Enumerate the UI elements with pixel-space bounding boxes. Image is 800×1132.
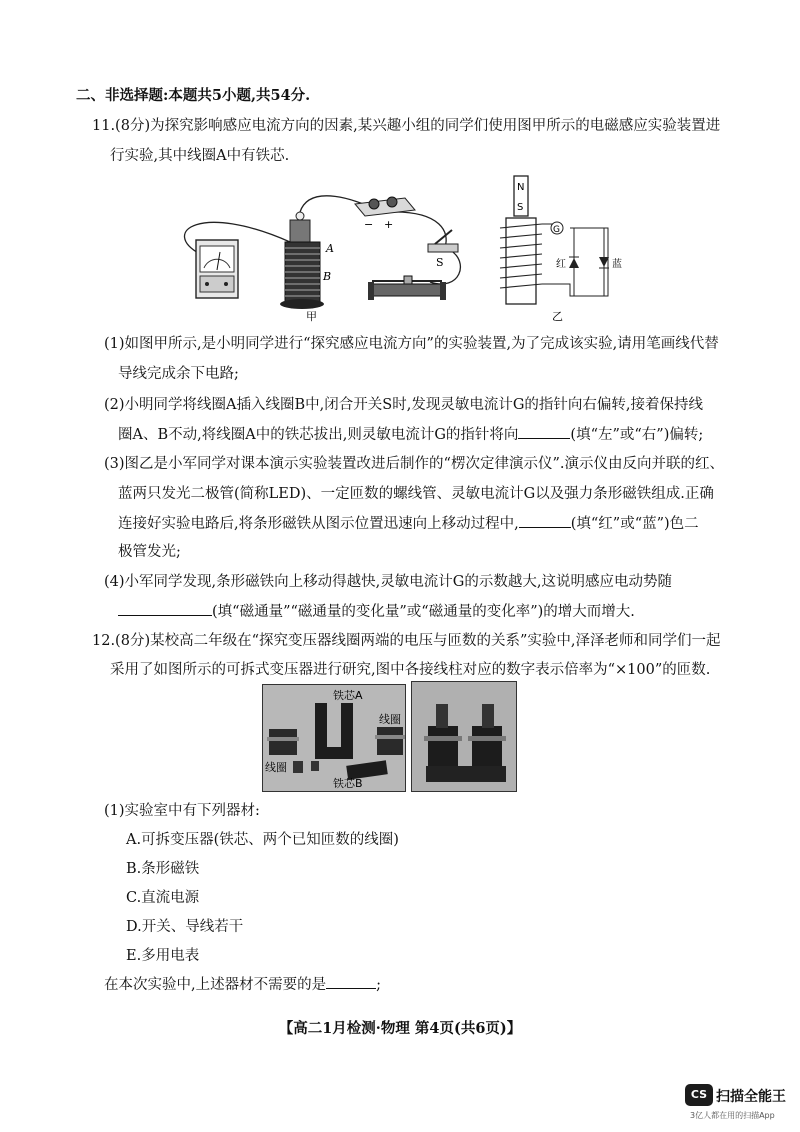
q12-option-e: E.多用电表 (126, 948, 200, 964)
q11-p3-line3 (118, 513, 699, 534)
q12-stem-line2: 采用了如图所示的可拆式变压器进行研究,图中各接线柱对应的数字表示倍率为“×100”的匝数. (110, 662, 711, 678)
q12-ask (104, 974, 381, 995)
q11-p2-line1: (2)小明同学将线圈A插入线圈B中,闭合开关S时,发现灵敏电流计G的指针向右偏转,接着保持线 (104, 397, 704, 413)
q12-option-d: D.开关、导线若干 (126, 919, 244, 935)
q11-p1-line1: (1)如图甲所示,是小明同学进行“探究感应电流方向”的实验装置,为了完成该实验,请用笔画线代替 (104, 336, 719, 352)
q12-p1: (1)实验室中有下列器材: (104, 803, 260, 819)
q11-stem-line1: 11.(8分)为探究影响感应电流方向的因素,某兴趣小组的同学们使用图甲所示的电磁感应实验装置进 (92, 118, 721, 134)
q12-ask-end: ; (376, 977, 381, 993)
battery-plus: + (384, 218, 394, 231)
wire-switch-rheostat (430, 250, 460, 284)
q11-p2-text-b: (填“左”或“右”)偏转; (570, 427, 704, 443)
q12-option-a: A.可拆变压器(铁芯、两个已知匝数的线圈) (126, 832, 399, 848)
q11-figure (160, 172, 650, 322)
led-blue-label: 蓝 (612, 259, 622, 270)
q11-p3-line2: 蓝两只发光二极管(简称LED)、一定匝数的螺线管、灵敏电流计G以及强力条形磁铁组成.正确 (118, 486, 714, 502)
q12-answer-blank[interactable] (326, 974, 376, 989)
assembled-transformer-photo (411, 681, 517, 792)
q12-option-c: C.直流电源 (126, 890, 200, 906)
coil-icon (280, 212, 324, 309)
photo-label-core-a: 铁芯A (333, 689, 363, 702)
q11-p3-text-b: (填“红”或“蓝”)色二 (570, 516, 699, 532)
q12-ask-text: 在本次实验中,上述器材不需要的是 (104, 977, 327, 993)
label-coil-b: B (323, 270, 332, 283)
led-red-label: 红 (556, 259, 566, 270)
photo-label-coil-right: 线圈 (379, 713, 401, 726)
galv-label: G (553, 225, 560, 235)
battery-minus: − (364, 218, 374, 231)
q11-p4-answer-blank[interactable] (118, 601, 212, 616)
q11-p3-text-a: 连接好实验电路后,将条形磁铁从图示位置迅速向上移动过程中, (118, 516, 519, 532)
q11-p3-line1: (3)图乙是小军同学对课本演示实验装置改进后制作的“楞次定律演示仪”.演示仪由反向并联的红、 (104, 456, 724, 472)
q12-option-b: B.条形磁铁 (126, 861, 200, 877)
caption-jia: 甲 (306, 310, 317, 322)
q11-p3-line4: 极管发光; (118, 544, 181, 560)
magnet-s-label: S (517, 202, 524, 213)
section-title: 二、非选择题:本题共5小题,共54分. (76, 87, 311, 104)
q11-p4-line2 (118, 601, 635, 622)
magnet-n-label: N (517, 182, 525, 193)
galvanometer-icon (196, 240, 238, 298)
q11-p3-answer-blank[interactable] (519, 513, 571, 528)
q11-p2-answer-blank[interactable] (518, 424, 570, 439)
camscanner-logo: CS (685, 1084, 713, 1106)
label-coil-a: A (326, 242, 334, 255)
page-footer: 【高二1月检测·物理 第4页(共6页)】 (278, 1020, 522, 1037)
assembled-transformer-drawing (412, 682, 516, 791)
switch-icon (428, 230, 458, 252)
photo-label-coil-left: 线圈 (265, 761, 287, 774)
label-switch-s: S (436, 256, 444, 269)
watermark-sub: 3亿人都在用的扫描App (690, 1111, 775, 1120)
caption-yi: 乙 (552, 310, 563, 322)
transformer-parts-photo (262, 684, 406, 792)
battery-icon (355, 197, 415, 216)
q11-stem-line2: 行实验,其中线圈A中有铁芯. (110, 148, 290, 164)
q11-p2-text-a: 圈A、B不动,将线圈A中的铁芯拔出,则灵敏电流计G的指针将向 (118, 427, 519, 443)
q11-p4-line1: (4)小军同学发现,条形磁铁向上移动得越快,灵敏电流计G的示数越大,这说明感应电动势随 (104, 574, 672, 590)
rheostat-icon (368, 276, 446, 300)
photo-label-core-b: 铁芯B (333, 777, 363, 790)
q11-p4-text-b: (填“磁通量”“磁通量的变化量”或“磁通量的变化率”)的增大而增大. (212, 604, 635, 620)
q11-p2-line2 (118, 424, 703, 445)
q12-stem-line1: 12.(8分)某校高二年级在“探究变压器线圈两端的电压与匝数的关系”实验中,泽泽老师和同学们一起 (92, 633, 721, 649)
watermark-name: 扫描全能王 (716, 1089, 786, 1105)
q11-p1-line2: 导线完成余下电路; (118, 366, 239, 382)
